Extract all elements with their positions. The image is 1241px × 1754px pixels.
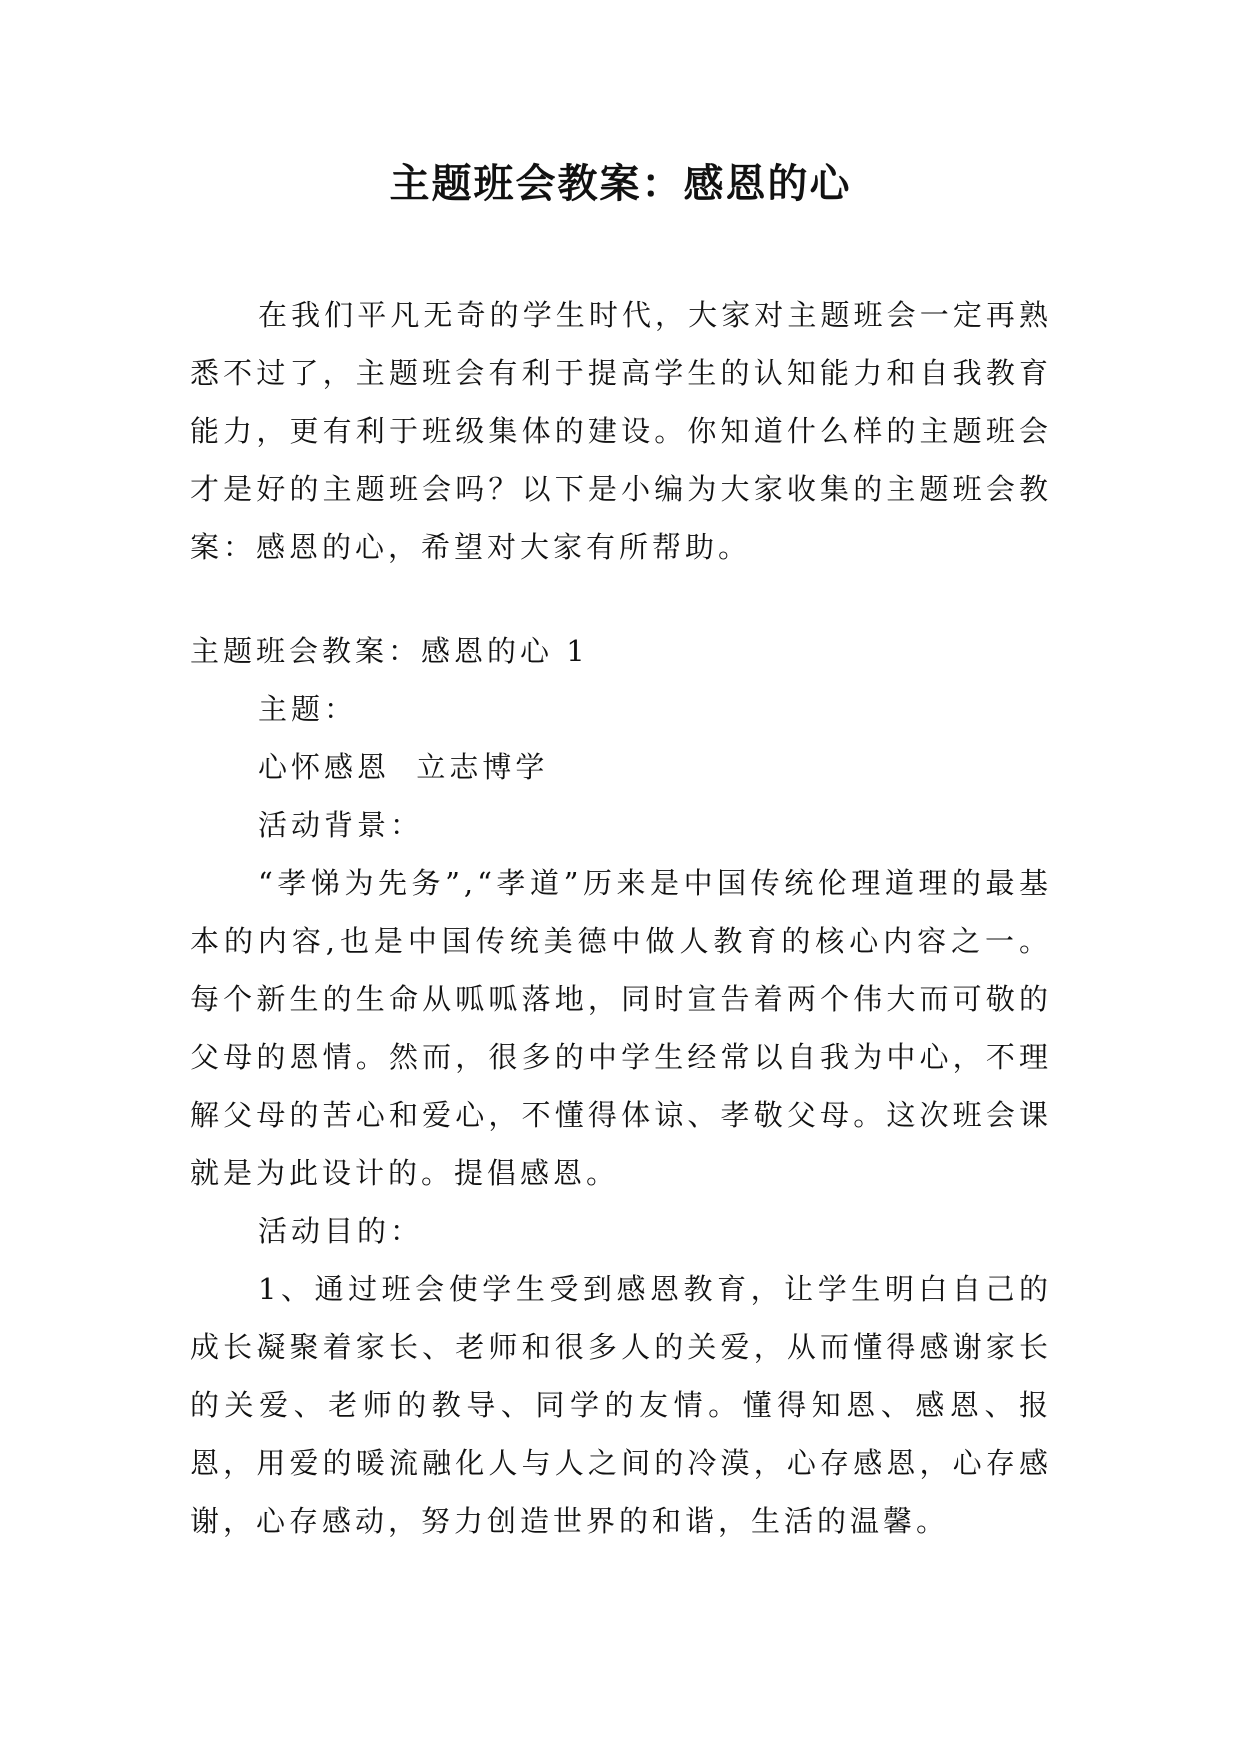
- theme-label: 主题：: [258, 692, 358, 726]
- background-label: 活动背景：: [258, 808, 424, 842]
- section-heading: 主题班会教案：感恩的心 1: [190, 634, 589, 668]
- background-paragraph: “孝悌为先务”,“孝道”历来是中国传统伦理道理的最基本的内容,也是中国传统美德中做人教育的核心内容之一。每个新生的生命从呱呱落地，同时宣告着两个伟大而可敬的父母的恩情。然而，很多的中学生经常以自我为中心，不理解父母的苦心和爱心，不懂得体谅、孝敬父母。这次班会课就是为此设计的。提倡感恩。: [190, 866, 1052, 1190]
- purpose-label: 活动目的：: [258, 1214, 424, 1248]
- document-body: [190, 286, 1052, 1550]
- theme-value: 心怀感恩 立志博学: [258, 750, 549, 784]
- intro-paragraph: 在我们平凡无奇的学生时代，大家对主题班会一定再熟悉不过了，主题班会有利于提高学生的认知能力和自我教育能力，更有利于班级集体的建设。你知道什么样的主题班会才是好的主题班会吗？以下是小编为大家收集的主题班会教案：感恩的心，希望对大家有所帮助。: [190, 298, 1052, 564]
- purpose-item-1: 1、通过班会使学生受到感恩教育，让学生明白自己的成长凝聚着家长、老师和很多人的关爱，从而懂得感谢家长的关爱、老师的教导、同学的友情。懂得知恩、感恩、报恩，用爱的暖流融化人与人之间的冷漠，心存感恩，心存感谢，心存感动，努力创造世界的和谐，生活的温馨。: [190, 1272, 1052, 1538]
- document-title: 主题班会教案：感恩的心: [389, 161, 852, 207]
